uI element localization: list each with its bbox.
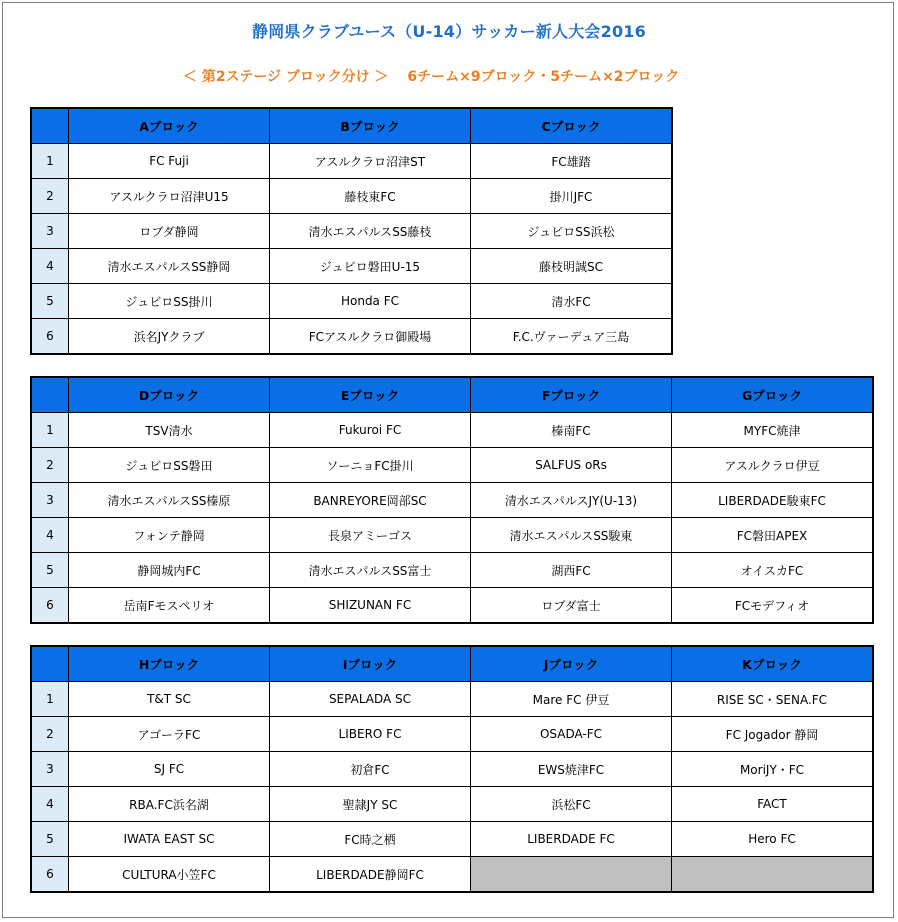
row-number: 1	[31, 144, 69, 179]
team-cell: 清水エスパルスSS藤枝	[270, 214, 471, 249]
table-row	[31, 319, 672, 355]
team-cell: FCモデフィオ	[672, 588, 874, 624]
team-cell: 浜松FC	[471, 787, 672, 822]
team-cell: 静岡城内FC	[69, 553, 270, 588]
team-cell: 藤枝明誠SC	[471, 249, 673, 284]
row-number: 1	[31, 413, 69, 448]
team-cell: オイスカFC	[672, 553, 874, 588]
page-title: 静岡県クラブユース（U-14）サッカー新人大会2016	[252, 22, 646, 41]
team-cell: BANREYORE岡部SC	[270, 483, 471, 518]
row-number: 3	[31, 214, 69, 249]
team-cell: ロブダ静岡	[69, 214, 270, 249]
team-cell: 掛川JFC	[471, 179, 673, 214]
team-cell: SALFUS oRs	[471, 448, 672, 483]
team-cell: 藤枝東FC	[270, 179, 471, 214]
block-header: Jブロック	[471, 646, 672, 682]
team-cell: ジュビロSS掛川	[69, 284, 270, 319]
team-cell: FC Fuji	[69, 144, 270, 179]
row-number: 4	[31, 518, 69, 553]
team-cell: IWATA EAST SC	[69, 822, 270, 857]
block-table-h-k	[30, 645, 874, 893]
table-header-row	[31, 108, 672, 144]
team-cell: 長泉アミーゴス	[270, 518, 471, 553]
table-row	[31, 717, 873, 752]
team-cell: SJ FC	[69, 752, 270, 787]
header-corner-cell	[31, 108, 69, 144]
team-cell: 清水エスパルスSS駿東	[471, 518, 672, 553]
table-row	[31, 518, 873, 553]
row-number: 2	[31, 448, 69, 483]
row-number: 6	[31, 588, 69, 624]
team-cell: Fukuroi FC	[270, 413, 471, 448]
row-number: 6	[31, 857, 69, 893]
team-cell: LIBERDADE静岡FC	[270, 857, 471, 893]
table-row	[31, 787, 873, 822]
team-cell: MYFC焼津	[672, 413, 874, 448]
table-row	[31, 214, 672, 249]
table-row	[31, 179, 672, 214]
block-header: Fブロック	[471, 377, 672, 413]
team-cell: FCアスルクラロ御殿場	[270, 319, 471, 355]
block-header: Aブロック	[69, 108, 270, 144]
block-header: Iブロック	[270, 646, 471, 682]
header-corner-cell	[31, 377, 69, 413]
table-row	[31, 822, 873, 857]
block-header: Bブロック	[270, 108, 471, 144]
team-cell: FC磐田APEX	[672, 518, 874, 553]
empty-cell	[672, 857, 874, 893]
team-cell: F.C.ヴァーデュア三島	[471, 319, 673, 355]
block-header: Cブロック	[471, 108, 673, 144]
team-cell: CULTURA小笠FC	[69, 857, 270, 893]
table-row	[31, 413, 873, 448]
block-header: Hブロック	[69, 646, 270, 682]
team-cell: アスルクラロ沼津ST	[270, 144, 471, 179]
team-cell: SEPALADA SC	[270, 682, 471, 717]
team-cell: FACT	[672, 787, 874, 822]
team-cell: T&T SC	[69, 682, 270, 717]
row-number: 4	[31, 787, 69, 822]
team-cell: 清水FC	[471, 284, 673, 319]
team-cell: 榛南FC	[471, 413, 672, 448]
row-number: 3	[31, 483, 69, 518]
team-cell: 湖西FC	[471, 553, 672, 588]
team-cell: アスルクラロ沼津U15	[69, 179, 270, 214]
team-cell: ジュビロ磐田U-15	[270, 249, 471, 284]
block-table-d-g	[30, 376, 874, 624]
block-header: Kブロック	[672, 646, 874, 682]
team-cell: RISE SC・SENA.FC	[672, 682, 874, 717]
row-number: 4	[31, 249, 69, 284]
team-cell: アスルクラロ伊豆	[672, 448, 874, 483]
table-row	[31, 284, 672, 319]
page-subtitle: ＜ 第2ステージ ブロック分け ＞ 6チーム×9ブロック・5チーム×2ブロック	[183, 69, 680, 85]
team-cell: RBA.FC浜名湖	[69, 787, 270, 822]
team-cell: 岳南Fモスペリオ	[69, 588, 270, 624]
table-row	[31, 682, 873, 717]
table-header-row	[31, 646, 873, 682]
team-cell: 清水エスパルスSS富士	[270, 553, 471, 588]
table-row	[31, 144, 672, 179]
team-cell: FC Jogador 静岡	[672, 717, 874, 752]
team-cell: LIBERDADE FC	[471, 822, 672, 857]
team-cell: 浜名JYクラブ	[69, 319, 270, 355]
block-table-a-c	[30, 107, 673, 355]
team-cell: アゴーラFC	[69, 717, 270, 752]
team-cell: フォンテ静岡	[69, 518, 270, 553]
row-number: 5	[31, 822, 69, 857]
team-cell: LIBERDADE駿東FC	[672, 483, 874, 518]
row-number: 2	[31, 717, 69, 752]
team-cell: ソーニョFC掛川	[270, 448, 471, 483]
team-cell: ジュビロSS磐田	[69, 448, 270, 483]
block-header: Eブロック	[270, 377, 471, 413]
team-cell: 清水エスパルスJY(U-13)	[471, 483, 672, 518]
table-row	[31, 752, 873, 787]
table-row	[31, 448, 873, 483]
team-cell: FC雄踏	[471, 144, 673, 179]
team-cell: 初倉FC	[270, 752, 471, 787]
row-number: 1	[31, 682, 69, 717]
team-cell: FC時之栖	[270, 822, 471, 857]
table-row	[31, 249, 672, 284]
row-number: 6	[31, 319, 69, 355]
row-number: 5	[31, 284, 69, 319]
header-corner-cell	[31, 646, 69, 682]
team-cell: Hero FC	[672, 822, 874, 857]
row-number: 3	[31, 752, 69, 787]
table-row	[31, 588, 873, 624]
table-header-row	[31, 377, 873, 413]
team-cell: 聖隷JY SC	[270, 787, 471, 822]
team-cell: MoriJY・FC	[672, 752, 874, 787]
team-cell: Mare FC 伊豆	[471, 682, 672, 717]
team-cell: Honda FC	[270, 284, 471, 319]
empty-cell	[471, 857, 672, 893]
team-cell: 清水エスパルスSS榛原	[69, 483, 270, 518]
team-cell: OSADA-FC	[471, 717, 672, 752]
table-row	[31, 857, 873, 893]
row-number: 5	[31, 553, 69, 588]
table-row	[31, 553, 873, 588]
team-cell: ジュビロSS浜松	[471, 214, 673, 249]
table-row	[31, 483, 873, 518]
block-header: Gブロック	[672, 377, 874, 413]
block-header: Dブロック	[69, 377, 270, 413]
team-cell: EWS焼津FC	[471, 752, 672, 787]
team-cell: 清水エスパルスSS静岡	[69, 249, 270, 284]
team-cell: ロブダ富士	[471, 588, 672, 624]
team-cell: LIBERO FC	[270, 717, 471, 752]
row-number: 2	[31, 179, 69, 214]
team-cell: TSV清水	[69, 413, 270, 448]
team-cell: SHIZUNAN FC	[270, 588, 471, 624]
